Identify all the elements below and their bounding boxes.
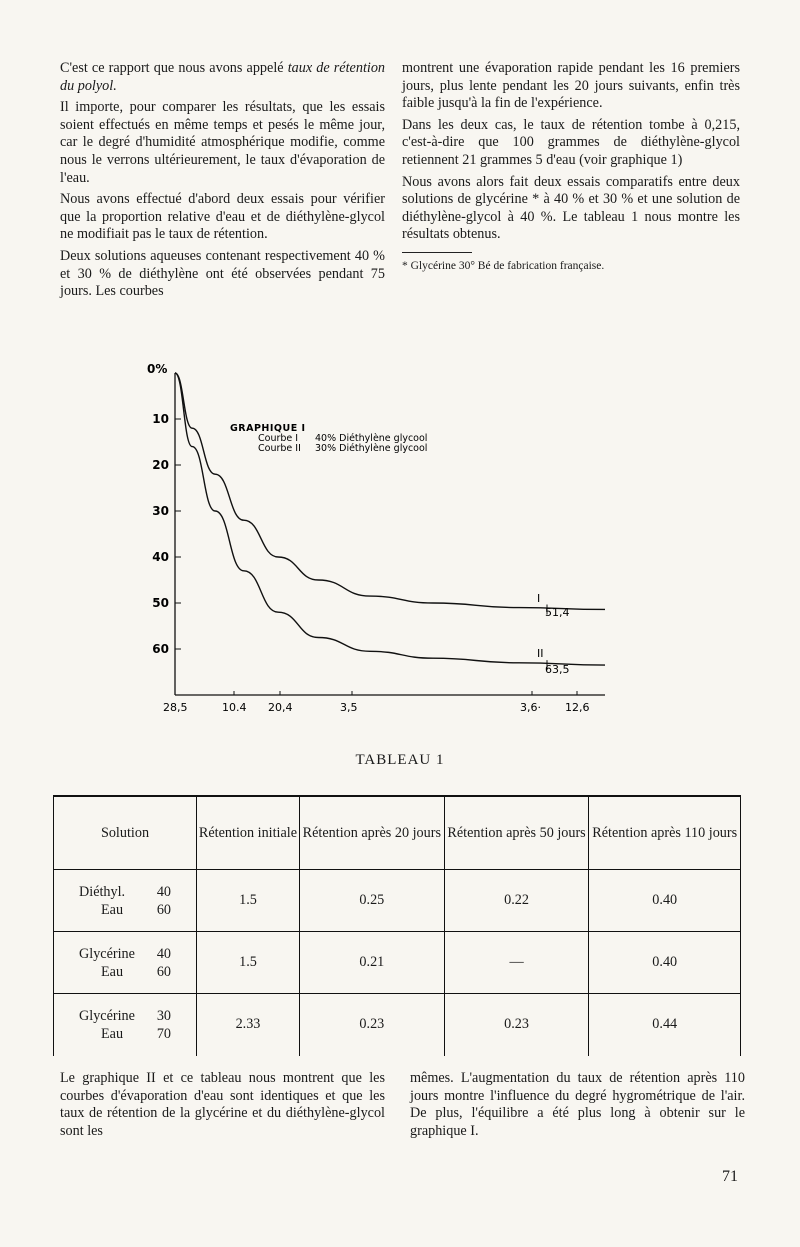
- header-initial: Rétention initiale: [197, 796, 300, 870]
- x-tick-label: 20,4: [268, 701, 293, 714]
- table-row: [54, 994, 741, 1056]
- y-tick-label: 50: [152, 596, 169, 610]
- italic-term: taux de rétention du polyol.: [60, 60, 386, 94]
- component-percent: 60: [156, 901, 171, 918]
- y-tick-label: 40: [152, 550, 169, 564]
- series-label-I: I: [537, 592, 541, 605]
- header-110-days: Rétention après 110 jours: [589, 796, 741, 870]
- x-tick-label: 3,5: [340, 701, 358, 714]
- solution-cell: [54, 870, 197, 932]
- graphique-1-chart: [125, 355, 635, 735]
- value-20-days: 0.21: [299, 932, 444, 994]
- table-row: [54, 932, 741, 994]
- x-tick-label: 28,5: [163, 701, 188, 714]
- legend-label-1: 40% Diéthylène glycool: [315, 433, 428, 444]
- paragraph: montrent une évaporation rapide pendant les 16 premiers jours, plus lente pendant les 20 jours suivants, enfin très faible jusqu'à la fin de l'expérience.: [402, 60, 740, 112]
- component-percent: 40: [156, 945, 171, 962]
- paragraph: Nous avons effectué d'abord deux essais pour vérifier que la proportion relative d'eau et de diéthylène-glycol ne modifiait pas le taux de rétention.: [60, 191, 385, 243]
- right-column-top: [402, 60, 740, 277]
- value-110-days: 0.44: [589, 994, 741, 1056]
- value-initial: 1.5: [197, 932, 300, 994]
- series-end-label-II: 63,5: [545, 663, 570, 676]
- y-tick-label: 10: [152, 412, 169, 426]
- component-name: Glycérine: [79, 945, 135, 962]
- component-name: Diéthyl.: [79, 883, 126, 900]
- value-20-days: 0.25: [299, 870, 444, 932]
- component-percent: 60: [156, 963, 171, 980]
- paragraph: mêmes. L'augmentation du taux de rétention après 110 jours montre l'influence du degré hygrométrique de l'air. De plus, l'équilibre a été plus long à obtenir sur le graphique I.: [410, 1070, 745, 1139]
- y-axis-label: 0%: [147, 362, 168, 376]
- tableau-1: [53, 795, 741, 1056]
- table-row: [54, 870, 741, 932]
- chart-title: GRAPHIQUE I: [230, 423, 306, 434]
- component-name: Eau: [101, 901, 124, 918]
- paragraph: Nous avons alors fait deux essais comparatifs entre deux solutions de glycérine * à 40 % et 30 % et une solution de diéthylène-glycol à 40 %. Le tableau 1 nous montre les résultats obtenus.: [402, 173, 740, 243]
- footnote-rule: [402, 252, 472, 253]
- header-20-days: Rétention après 20 jours: [299, 796, 444, 870]
- left-column-top: [60, 60, 385, 305]
- series-label-II: II: [537, 647, 544, 660]
- paragraph: [60, 60, 385, 95]
- component-percent: 40: [156, 883, 171, 900]
- component-name: Eau: [101, 963, 124, 980]
- x-tick-label: 10.4: [222, 701, 247, 714]
- paragraph: Il importe, pour comparer les résultats, que les essais soient effectués en même temps et pesés le même jour, car le degré d'humidité atmosphérique modifie, comme nous le verrons ultérieurement, le taux d'évaporation de l'eau.: [60, 99, 385, 186]
- value-110-days: 0.40: [589, 932, 741, 994]
- value-50-days: 0.23: [444, 994, 589, 1056]
- value-initial: 2.33: [197, 994, 300, 1056]
- component-name: Eau: [101, 1025, 124, 1042]
- paragraph: Deux solutions aqueuses contenant respectivement 40 % et 30 % de diéthylène ont été observées pendant 75 jours. Les courbes: [60, 247, 385, 300]
- chart-svg: [125, 355, 635, 735]
- x-tick-label: 3,6·: [520, 701, 541, 714]
- y-tick-label: 20: [152, 458, 169, 472]
- component-percent: 30: [156, 1007, 171, 1024]
- paragraph: Dans les deux cas, le taux de rétention tombe à 0,215, c'est-à-dire que 100 grammes de diéthylène-glycol retiennent 21 grammes 5 d'eau (voir graphique 1): [402, 116, 740, 168]
- footnote: * Glycérine 30° Bé de fabrication française.: [402, 259, 605, 272]
- header-solution: Solution: [54, 796, 197, 870]
- value-50-days: 0.22: [444, 870, 589, 932]
- value-initial: 1.5: [197, 870, 300, 932]
- paragraph: Le graphique II et ce tableau nous montrent que les courbes d'évaporation d'eau sont identiques et que les taux de rétention de la glycérine et du diéthylène-glycol sont les: [60, 1070, 385, 1139]
- right-column-bottom: [410, 1070, 745, 1144]
- legend: [230, 423, 427, 454]
- y-tick-label: 60: [152, 642, 169, 656]
- legend-key-1: Courbe I: [258, 433, 299, 444]
- value-110-days: 0.40: [589, 870, 741, 932]
- series-end-label-I: 51,4: [545, 606, 570, 619]
- data-table: [53, 795, 741, 1056]
- y-tick-label: 30: [152, 504, 169, 518]
- series-line-I: [175, 373, 605, 609]
- solution-cell: [54, 932, 197, 994]
- component-percent: 70: [156, 1025, 171, 1042]
- component-name: Glycérine: [79, 1007, 135, 1024]
- left-column-bottom: [60, 1070, 385, 1144]
- legend-label-2: 30% Diéthylène glycool: [315, 443, 428, 454]
- table-title: TABLEAU 1: [355, 752, 445, 768]
- legend-key-2: Courbe II: [258, 443, 301, 454]
- value-50-days: —: [444, 932, 589, 994]
- value-20-days: 0.23: [299, 994, 444, 1056]
- x-tick-label: 12,6: [565, 701, 590, 714]
- page-number: 71: [722, 1168, 738, 1185]
- header-50-days: Rétention après 50 jours: [444, 796, 589, 870]
- solution-cell: [54, 994, 197, 1056]
- text: C'est ce rapport que nous avons appelé: [60, 60, 284, 76]
- table-header-row: [54, 796, 741, 870]
